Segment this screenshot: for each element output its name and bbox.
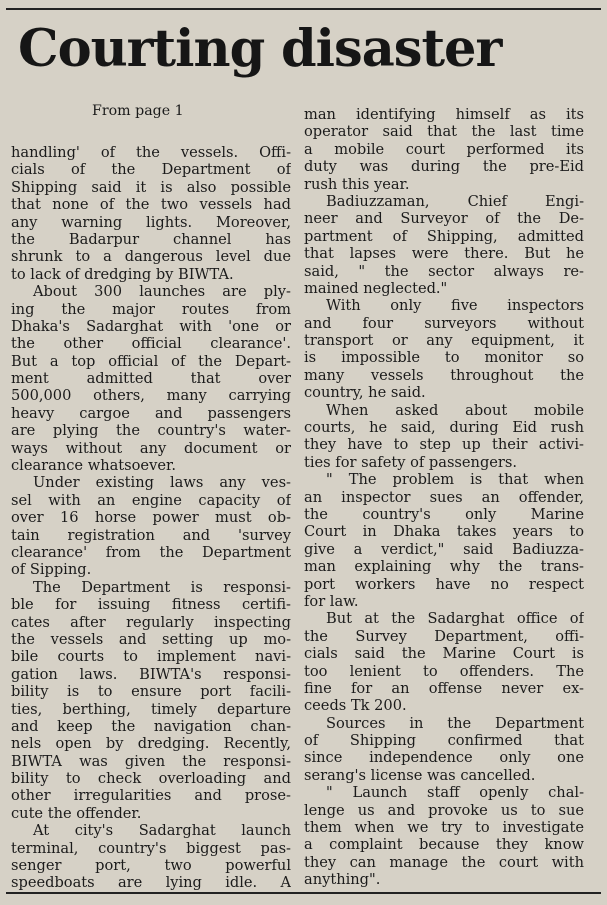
text-line: ties for safety of passengers. <box>304 453 518 471</box>
text-line: But at the Sadarghat office of <box>326 610 584 628</box>
text-line: But a top official of the Depart- <box>11 352 291 370</box>
text-line: over 16 horse power must ob- <box>11 509 291 527</box>
text-line: rush this year. <box>304 175 410 193</box>
text-line: terminal, country's biggest pas- <box>11 839 291 857</box>
text-line: Badiuzzaman, Chief Engi- <box>326 192 584 210</box>
text-line: the vessels and setting up mo- <box>11 630 291 648</box>
text-line: give a verdict," said Badiuzza- <box>304 540 584 558</box>
text-line: ble for issuing fitness certifi- <box>11 596 291 614</box>
text-line: they have to step up their activi- <box>304 436 584 454</box>
text-line: shrunk to a dangerous level due <box>11 248 291 266</box>
text-line: ing the major routes from <box>11 300 291 318</box>
text-line: Court in Dhaka takes years to <box>304 523 584 541</box>
text-line: cates after regularly inspecting <box>11 613 291 631</box>
text-line: too lenient to offenders. The <box>304 662 584 680</box>
text-line: that none of the two vessels had <box>11 196 291 214</box>
text-line: they can manage the court with <box>304 853 584 871</box>
text-line: cials of the Department of <box>11 161 291 179</box>
text-line: About 300 launches are ply- <box>33 283 291 301</box>
text-line: ways without any document or <box>11 439 291 457</box>
text-line: man explaining why the trans- <box>304 558 584 576</box>
text-line: said, " the sector always re- <box>304 262 584 280</box>
text-line: BIWTA was given the responsi- <box>11 752 291 770</box>
text-line: sel with an engine capacity of <box>11 491 291 509</box>
text-line: operator said that the last time <box>304 123 584 141</box>
text-line: the Survey Department, offi- <box>304 627 584 645</box>
text-line: are plying the country's water- <box>11 422 291 440</box>
text-line: other irregularities and prose- <box>11 787 291 805</box>
text-line: At city's Sadarghat launch <box>33 822 291 840</box>
text-line: country, he said. <box>304 384 426 402</box>
text-line: The Department is responsi- <box>33 578 291 596</box>
text-line: any warning lights. Moreover, <box>11 213 291 231</box>
text-line: since independence only one <box>304 749 584 767</box>
text-line: mained neglected." <box>304 279 448 297</box>
text-line: to lack of dredging by BIWTA. <box>11 265 234 283</box>
text-line: neer and Surveyor of the De- <box>304 210 584 228</box>
text-line: ties, berthing, timely departure <box>11 700 291 718</box>
left-column <box>11 144 291 892</box>
text-line: nels open by dredging. Recently, <box>11 735 291 753</box>
text-line: bile courts to implement navi- <box>11 648 291 666</box>
text-line: Under existing laws any ves- <box>33 474 291 492</box>
bottom-rule <box>6 892 601 894</box>
text-line: many vessels throughout the <box>304 366 584 384</box>
text-line: an inspector sues an offender, <box>304 488 584 506</box>
jump-line: From page 1 <box>92 103 184 119</box>
text-line: 500,000 others, many carrying <box>11 387 291 405</box>
text-line: of Sipping. <box>11 561 92 579</box>
text-line: clearance whatsoever. <box>11 457 176 475</box>
text-line: With only five inspectors <box>326 297 584 315</box>
text-line: " Launch staff openly chal- <box>326 784 584 802</box>
text-line: ment admitted that over <box>11 370 291 388</box>
top-rule <box>6 8 601 10</box>
text-line: a complaint because they know <box>304 836 584 854</box>
text-line: senger port, two powerful <box>11 857 291 875</box>
text-line: fine for an offense never ex- <box>304 679 584 697</box>
text-line: tain registration and 'survey <box>11 526 291 544</box>
text-line: the Badarpur channel has <box>11 230 291 248</box>
text-line: port workers have no respect <box>304 575 584 593</box>
text-line: serang's license was cancelled. <box>304 766 536 784</box>
text-line: anything". <box>304 871 381 889</box>
text-line: and four surveyors without <box>304 314 584 332</box>
headline: Courting disaster <box>18 19 502 79</box>
text-line: courts, he said, during Eid rush <box>304 419 584 437</box>
text-line: that lapses were there. But he <box>304 245 584 263</box>
text-line: cute the offender. <box>11 804 142 822</box>
text-line: When asked about mobile <box>326 401 584 419</box>
text-line: the other official clearance'. <box>11 335 291 353</box>
text-line: duty was during the pre-Eid <box>304 158 584 176</box>
text-line: of Shipping confirmed that <box>304 732 584 750</box>
text-line: the country's only Marine <box>304 505 584 523</box>
text-line: cials said the Marine Court is <box>304 645 584 663</box>
text-line: clearance' from the Department <box>11 543 291 561</box>
text-line: them when we try to investigate <box>304 819 584 837</box>
text-line: for law. <box>304 592 359 610</box>
text-line: bility to check overloading and <box>11 770 291 788</box>
text-line: man identifying himself as its <box>304 106 584 123</box>
text-line: Sources in the Department <box>326 714 584 732</box>
text-line: Dhaka's Sadarghat with 'one or <box>11 317 291 335</box>
text-line: partment of Shipping, admitted <box>304 227 584 245</box>
text-line: handling' of the vessels. Offi- <box>11 144 291 161</box>
text-line: and keep the navigation chan- <box>11 717 291 735</box>
text-line: speedboats are lying idle. A <box>11 874 291 892</box>
text-line: is impossible to monitor so <box>304 349 584 367</box>
right-column <box>304 106 584 889</box>
text-line: bility is to ensure port facili- <box>11 683 291 701</box>
text-line: ceeds Tk 200. <box>304 697 407 715</box>
text-line: lenge us and provoke us to sue <box>304 801 584 819</box>
text-line: heavy cargoe and passengers <box>11 404 291 422</box>
text-line: Shipping said it is also possible <box>11 178 291 196</box>
text-line: transport or any equipment, it <box>304 332 584 350</box>
text-line: " The problem is that when <box>326 471 584 489</box>
text-line: a mobile court performed its <box>304 140 584 158</box>
text-line: gation laws. BIWTA's responsi- <box>11 665 291 683</box>
